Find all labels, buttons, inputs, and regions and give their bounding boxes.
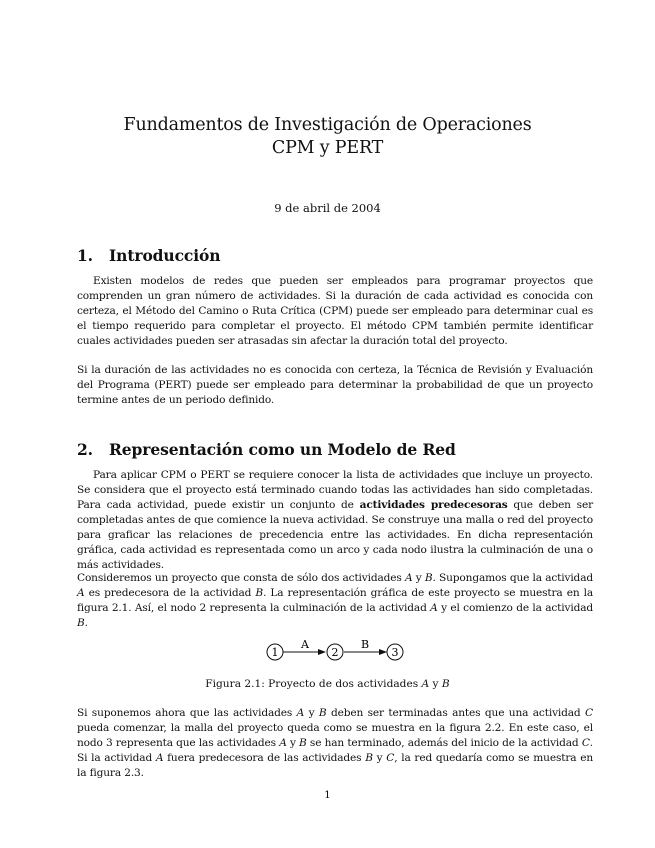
section-2-paragraph-3: Si suponemos ahora que las actividades A y B deben ser terminadas antes que una actividad C pueda comenzar, la malla del proyecto queda como se muestra en la figura 2.2. En este caso, el nodo 3 representa que las actividades A y B se han terminado, además del inicio de la actividad C. Si la actividad A fuera predecesora de las actividades B y C, la red quedaría como se muestra en la figura 2.3. [77,707,593,779]
math-variable: C [585,707,593,719]
math-variable: A [296,707,305,719]
math-variable: B [299,737,307,749]
math-variable: A [430,602,438,614]
math-variable: A [77,587,85,599]
s2-p1-text-b: que deben ser completadas antes de que comience la nueva actividad. Se construye una malla o red del proyecto para graficar las relaciones de precedencia entre las actividades. En dicha representación gráfica, cada actividad es representada como un arco y cada nodo ilustra la culminación de una o más actividades. [77,499,594,571]
math-variable: A [279,737,287,749]
math-variable: A [404,572,413,584]
title-line-1: Fundamentos de Investigación de Operaciones [123,115,532,135]
document-date: 9 de abril de 2004 [274,201,381,215]
arc-a-label: A [301,638,309,651]
section-1-paragraph-1 [77,274,593,349]
math-variable: B [255,587,264,599]
math-variable: B [77,617,85,629]
math-variable: B [424,572,433,584]
math-variable: B [365,752,373,764]
section-1-paragraph-2: Si la duración de las actividades no es conocida con certeza, la Técnica de Revisión y Evaluación del Programa (PERT) puede ser empleado para determinar la probabilidad de que un proyecto termine antes de un periodo definido. [77,364,593,406]
document-title [0,114,655,160]
math-variable: A [155,752,164,764]
math-variable: A [421,678,430,690]
section-1-title: Introducción [109,246,221,265]
math-variable: B [441,678,450,690]
section-2-heading [77,440,456,459]
s2-p1-bold-term: actividades predecesoras [359,499,508,511]
figure-2-1-caption: Figura 2.1: Proyecto de dos actividades A y B [205,678,450,690]
section-1-number: 1. [77,246,93,265]
math-variable: C [386,752,395,764]
math-variable: B [318,707,327,719]
node-1-label: 1 [271,646,279,659]
node-3-label: 3 [391,646,399,659]
node-2-label: 2 [331,646,339,659]
page-number: 1 [324,789,331,801]
section-2-paragraph-1 [77,468,593,573]
s2-p1-text-a: Para aplicar CPM o PERT se requiere conocer la lista de actividades que incluye un proyecto. Se considera que el proyecto está terminado cuando todas las actividades han sido completadas. Para cada actividad, puede existir un conjunto de [77,469,593,511]
arc-b-label: B [360,638,370,651]
section-2-title: Representación como un Modelo de Red [109,440,456,459]
section-2-number: 2. [77,440,93,459]
figure-2-1-network [260,637,410,667]
math-variable: C [581,737,590,749]
section-2-paragraph-2: Consideremos un proyecto que consta de sólo dos actividades A y B. Supongamos que la actividad A es predecesora de la actividad B. La representación gráfica de este proyecto se muestra en la figura 2.1. Así, el nodo 2 representa la culminación de la actividad A y el comienzo de la actividad B. [77,572,594,629]
title-line-2: CPM y PERT [271,138,384,158]
s1-p1-text: Existen modelos de redes que pueden ser empleados para programar proyectos que comprenden un gran número de actividades. Si la duración de cada actividad es conocida con certeza, el Método del Camino o Ruta Crítica (CPM) puede ser empleado para determinar cual es el tiempo requerido para completar el proyecto. El método CPM también permite identificar cuales actividades pueden ser atrasadas sin afectar la duración total del proyecto. [77,275,593,347]
section-1-heading [77,246,220,265]
